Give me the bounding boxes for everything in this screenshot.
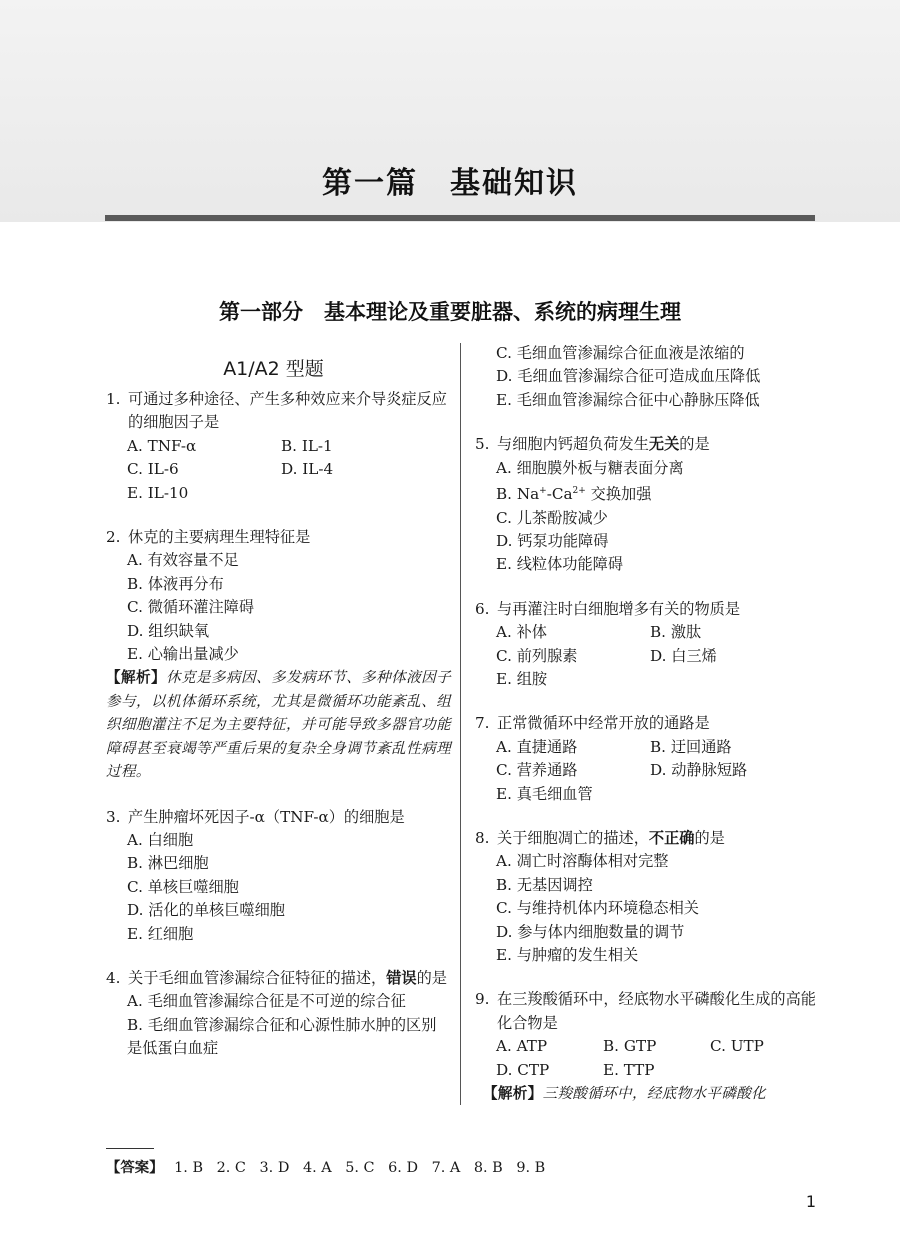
option-c: C. 单核巨噬细胞 — [127, 877, 239, 896]
option-d: D. 动静脉短路 — [650, 761, 748, 780]
left-column — [106, 352, 451, 1082]
question-stem — [497, 433, 820, 456]
question-4 — [106, 967, 451, 1061]
option-a: A. TNF-α — [127, 436, 197, 455]
answer-item: 4. A — [302, 1160, 332, 1176]
stem-prefix: 与细胞内钙超负荷发生 — [497, 435, 649, 454]
question-2 — [106, 526, 451, 783]
answer-item: 7. A — [431, 1160, 461, 1176]
question-stem — [128, 967, 451, 990]
option-a: A. 凋亡时溶酶体相对完整 — [496, 852, 669, 871]
question-stem: 正常微循环中经常开放的通路是 — [497, 714, 710, 733]
option-c: C. 前列腺素 — [496, 646, 578, 665]
option-b-mid: -Ca — [546, 485, 573, 504]
analysis-paragraph — [475, 1082, 820, 1105]
option-b: B. 激肽 — [650, 623, 702, 642]
option-e: E. IL-10 — [127, 483, 189, 502]
option-d: D. 白三烯 — [650, 646, 717, 665]
option-c: C. 儿茶酚胺减少 — [496, 508, 608, 527]
question-stem — [497, 827, 820, 850]
option-c: C. UTP — [710, 1037, 764, 1056]
question-stem: 在三羧酸循环中，经底物水平磷酸化生成的高能化合物是 — [497, 990, 816, 1032]
option-e: E. 组胺 — [496, 669, 548, 688]
option-c: C. IL-6 — [127, 460, 179, 479]
answer-item: 2. C — [216, 1160, 246, 1176]
option-d: D. IL-4 — [281, 460, 334, 479]
option-e: E. 线粒体功能障碍 — [496, 555, 624, 574]
option-e: E. 与肿瘤的发生相关 — [496, 946, 639, 964]
option-b: B. 淋巴细胞 — [127, 854, 209, 873]
answers-label: 【答案】 — [106, 1159, 164, 1176]
option-d: D. 组织缺氧 — [127, 621, 210, 640]
option-d: D. 活化的单核巨噬细胞 — [127, 901, 285, 920]
option-a: A. 直捷通路 — [496, 737, 578, 756]
stem-suffix: 的是 — [694, 828, 725, 847]
answer-item: 9. B — [516, 1160, 546, 1176]
option-b-prefix: B. Na — [496, 485, 540, 504]
option-b: B. 无基因调控 — [496, 875, 593, 894]
option-b: B. 体液再分布 — [127, 574, 224, 593]
question-number: 3. — [106, 807, 121, 826]
question-6 — [475, 598, 820, 692]
analysis-text: 三羧酸循环中，经底物水平磷酸化 — [542, 1085, 766, 1103]
stem-suffix: 的是 — [416, 968, 447, 987]
option-a: A. 补体 — [496, 623, 547, 642]
answer-item: 8. B — [473, 1160, 503, 1176]
option-e: E. 毛细血管渗漏综合征中心静脉压降低 — [496, 390, 760, 409]
stem-emphasis: 错误 — [386, 968, 417, 987]
analysis-label: 【解析】 — [106, 669, 167, 687]
sup-2plus: 2+ — [572, 486, 586, 497]
option-e: E. 真毛细血管 — [496, 784, 593, 803]
stem-emphasis: 无关 — [648, 435, 680, 454]
option-a: A. ATP — [496, 1037, 548, 1056]
question-number: 8. — [475, 828, 490, 847]
option-b: B. IL-1 — [281, 436, 333, 455]
question-stem: 休克的主要病理生理特征是 — [128, 528, 311, 547]
question-5 — [475, 433, 820, 577]
option-b-tail: 交换加强 — [585, 485, 652, 504]
answer-item: 1. B — [174, 1160, 204, 1176]
option-d: D. 钙泵功能障碍 — [496, 531, 609, 550]
sup-plus: + — [539, 486, 547, 497]
analysis-paragraph — [106, 666, 451, 783]
option-d: D. CTP — [496, 1060, 550, 1079]
stem-prefix: 关于细胞凋亡的描述， — [497, 828, 649, 847]
option-b: B. 毛细血管渗漏综合征和心源性肺水肿的区别是低蛋白血症 — [127, 1015, 437, 1058]
question-9 — [475, 988, 820, 1105]
stem-suffix: 的是 — [679, 435, 710, 454]
question-number: 9. — [475, 990, 490, 1009]
right-column — [475, 342, 820, 1105]
option-e: E. 心输出量减少 — [127, 645, 239, 664]
option-d: D. 参与体内细胞数量的调节 — [496, 922, 685, 941]
answer-item: 6. D — [388, 1160, 418, 1176]
analysis-label: 【解析】 — [483, 1085, 543, 1103]
analysis-text: 休克是多病因、多发病环节、多种体液因子参与，以机体循环系统，尤其是微循环功能紊乱、组织细胞灌注不足为主要特征，并可能导致多器官功能障碍甚至衰竭等严重后果的复杂全身调节紊乱性病理过程。 — [106, 669, 452, 781]
question-1 — [106, 388, 451, 505]
option-a: A. 有效容量不足 — [127, 551, 239, 570]
stem-prefix: 关于毛细血管渗漏综合征特征的描述， — [128, 968, 387, 987]
answers-list — [174, 1160, 554, 1176]
option-d: D. 毛细血管渗漏综合征可造成血压降低 — [496, 367, 761, 386]
option-b-wrap — [106, 1014, 451, 1061]
option-e: E. TTP — [603, 1060, 655, 1079]
question-number: 2. — [106, 528, 121, 547]
option-e: E. 红细胞 — [127, 924, 194, 943]
question-type-heading: A1/A2 型题 — [223, 358, 324, 380]
answer-item: 5. C — [345, 1160, 375, 1176]
question-4-continued — [475, 342, 820, 412]
section-title: 第一部分 基本理论及重要脏器、系统的病理生理 — [219, 299, 681, 324]
question-8 — [475, 827, 820, 967]
option-a: A. 白细胞 — [127, 830, 194, 849]
option-a: A. 细胞膜外板与糖表面分离 — [496, 458, 684, 477]
answer-item: 3. D — [259, 1160, 290, 1176]
question-7 — [475, 712, 820, 806]
answers-line — [106, 1156, 554, 1177]
question-stem: 与再灌注时白细胞增多有关的物质是 — [497, 599, 740, 618]
question-stem: 产生肿瘤坏死因子-α（TNF-α）的细胞是 — [128, 807, 405, 826]
part-title: 第一篇 基础知识 — [322, 166, 578, 201]
option-c: C. 毛细血管渗漏综合征血液是浓缩的 — [496, 344, 745, 362]
question-number: 1. — [106, 390, 121, 408]
answers-rule — [106, 1148, 154, 1149]
question-number: 7. — [475, 714, 490, 733]
question-number: 5. — [475, 435, 490, 454]
option-c: C. 营养通路 — [496, 761, 578, 780]
header-rule — [105, 215, 815, 221]
question-number: 6. — [475, 599, 490, 618]
option-c: C. 微循环灌注障碍 — [127, 598, 255, 617]
page-number: 1 — [805, 1192, 816, 1211]
option-c: C. 与维持机体内环境稳态相关 — [496, 899, 699, 918]
option-b — [475, 480, 820, 506]
column-divider — [460, 343, 461, 1105]
stem-emphasis: 不正确 — [648, 828, 695, 847]
question-3 — [106, 806, 451, 946]
question-stem: 可通过多种途径、产生多种效应来介导炎症反应的细胞因子是 — [128, 390, 447, 432]
question-number: 4. — [106, 968, 121, 987]
option-b: B. 迂回通路 — [650, 737, 732, 756]
option-a: A. 毛细血管渗漏综合征是不可逆的综合征 — [127, 992, 406, 1011]
option-b: B. GTP — [603, 1037, 657, 1056]
